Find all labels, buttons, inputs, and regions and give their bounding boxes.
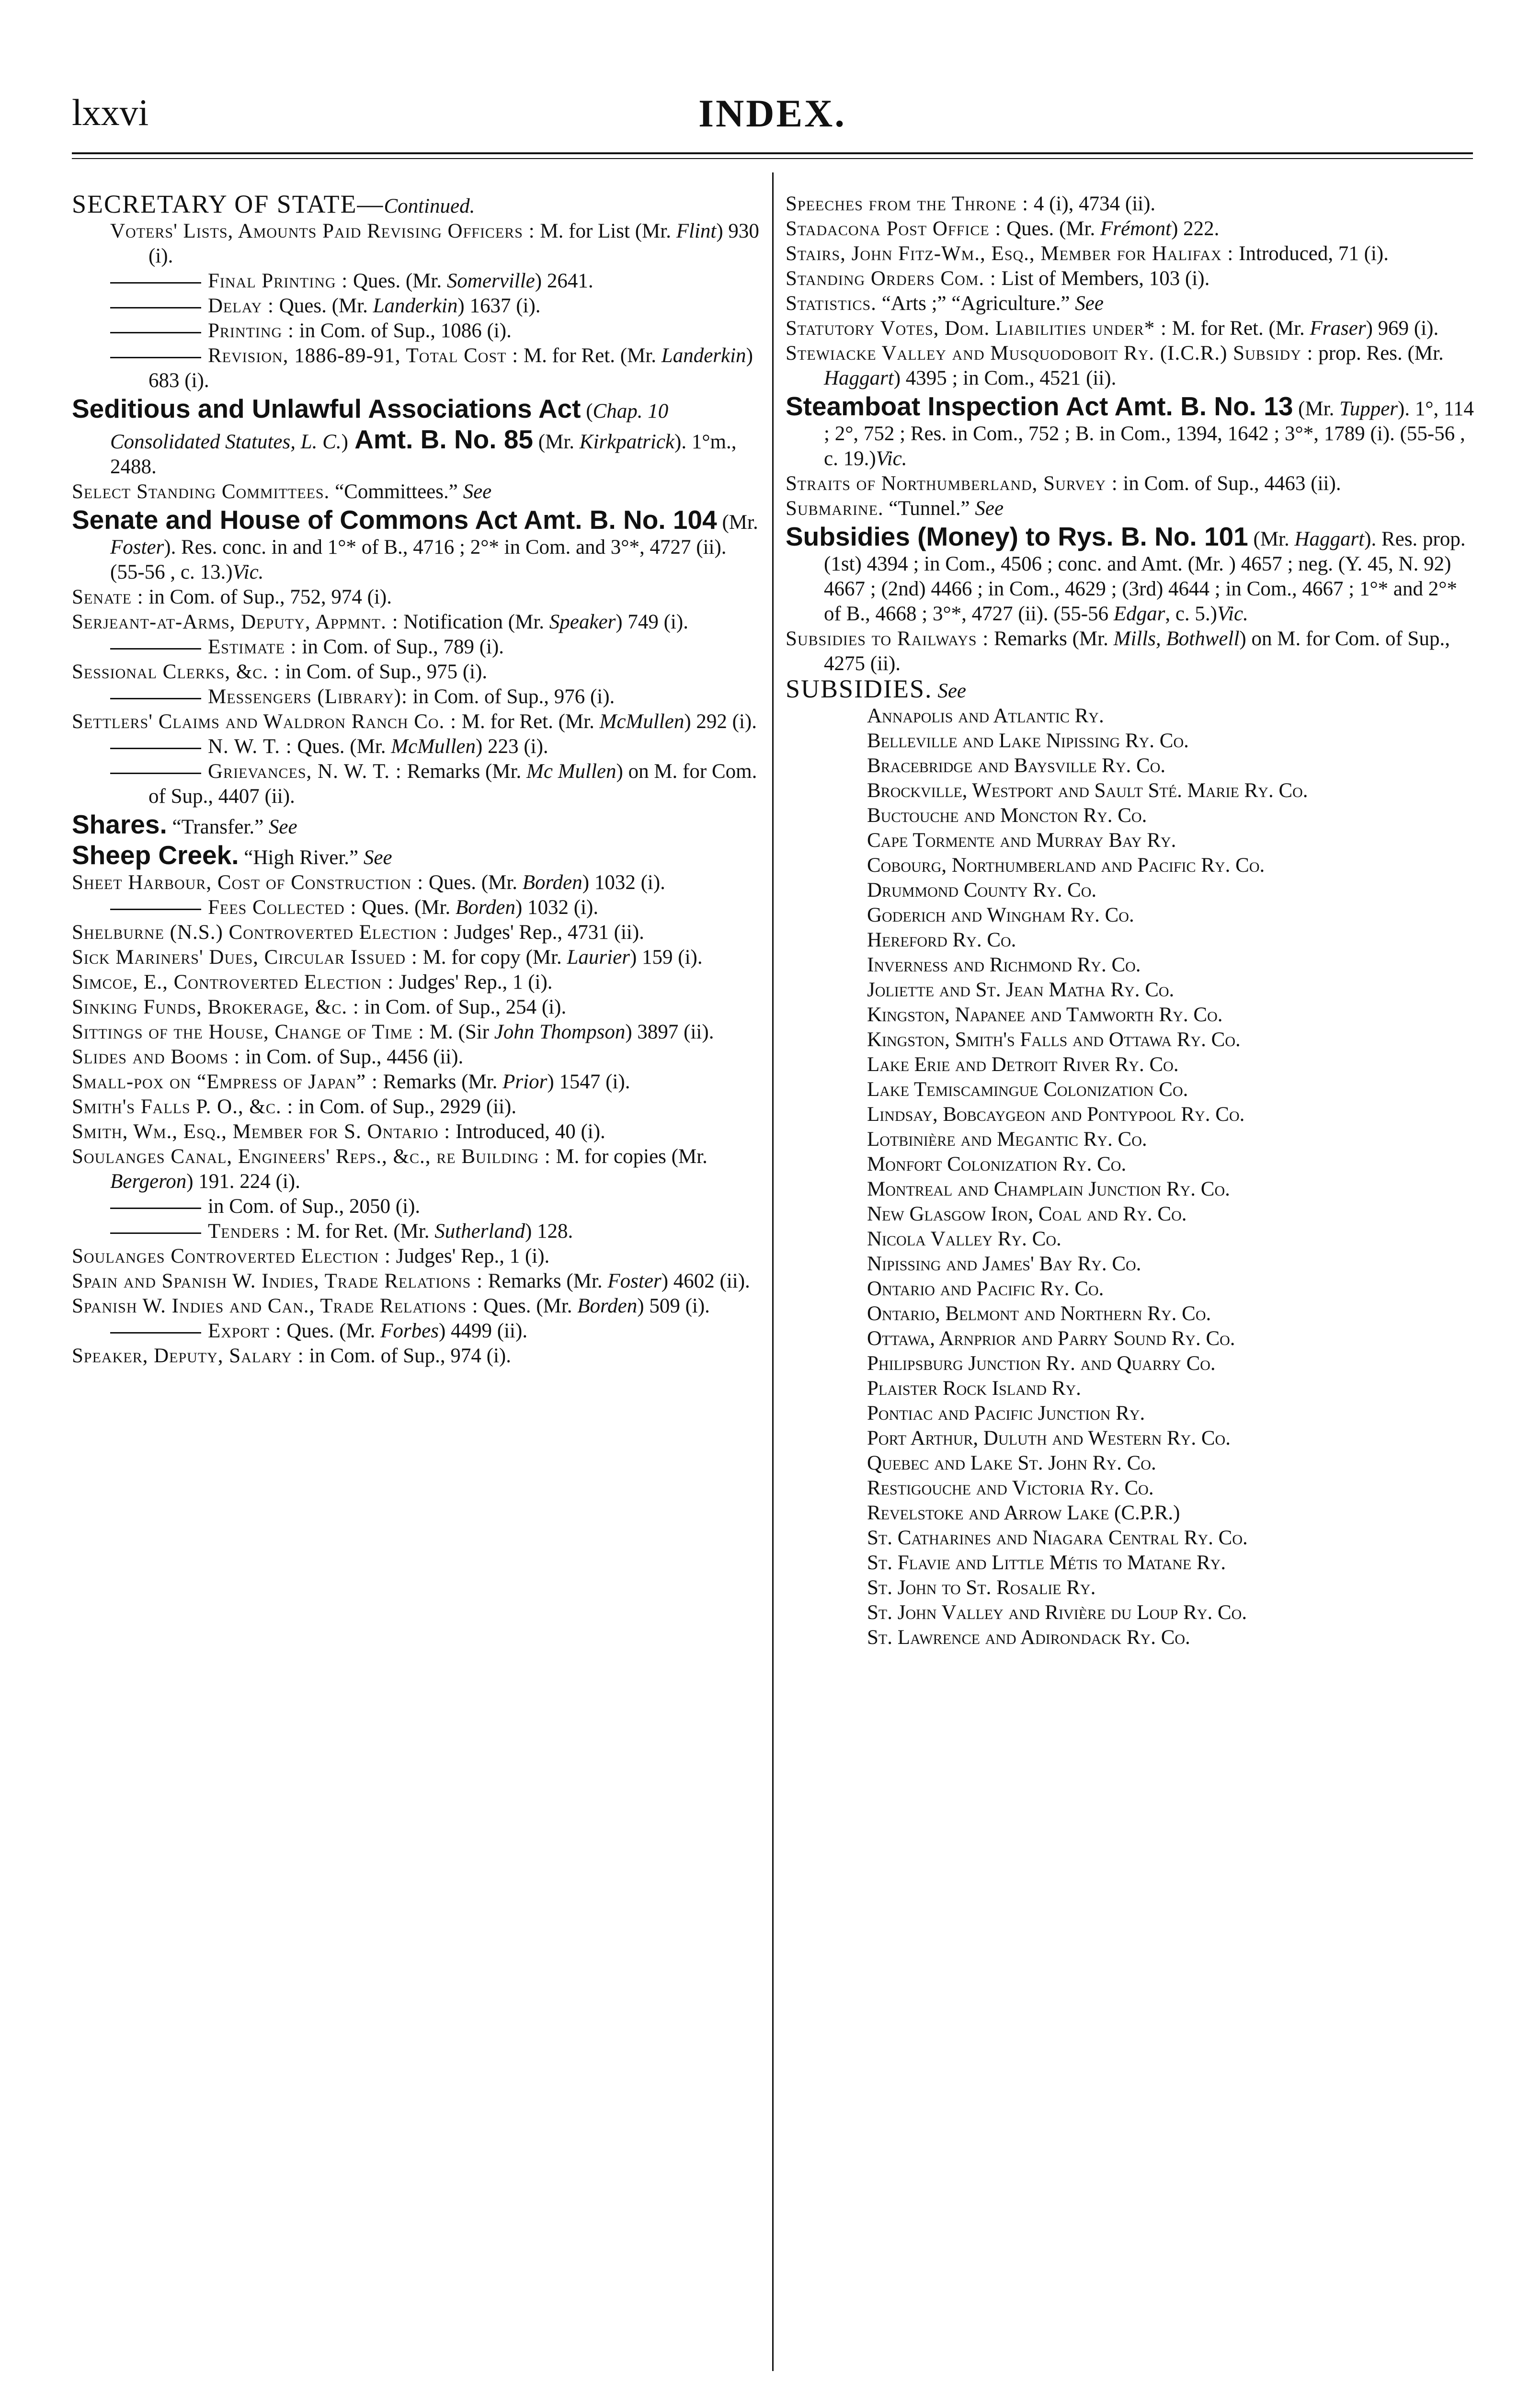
entry-t: Ques. (Mr.: [423, 871, 523, 894]
entry-t: in Com. of Sup., 2050 (i).: [208, 1195, 421, 1218]
index-entry: [72, 1070, 762, 1095]
index-entry: [72, 319, 762, 343]
entry-lead: Stairs, John Fitz-Wm., Esq., Member for Halifax :: [786, 242, 1234, 265]
entry-lead: Small-pox on “Empress of Japan” :: [72, 1071, 378, 1093]
entry-i2: Vic.: [232, 561, 264, 583]
subsidies-list: [786, 704, 1475, 1650]
subsidy-item: Plaister Rock Island Ry.: [867, 1377, 1081, 1400]
entry-t: M. for copy (Mr.: [417, 946, 567, 969]
entry-t3: ) 4657 ; neg. (Y. 45, N. 92) 4667 ; (2nd) 4466 ; in Com., 4629 ; (3rd) 4644 ; in Com., 4667 ; 1°* and 2°* of B., 4668 ; 3°*, 4727 (ii). (55-56: [824, 553, 1457, 625]
ditto-dash: [110, 648, 201, 650]
entry-t: SECRETARY OF STATE—: [72, 190, 384, 218]
entry-i: See: [358, 846, 392, 869]
entry-t2: ) on M. for Com. of Sup., 4407 (ii).: [148, 760, 757, 808]
entry-t: “Transfer.”: [167, 816, 264, 838]
entry-t2: ) 292 (i).: [684, 710, 757, 733]
entry-t: Ques. (Mr.: [348, 270, 447, 292]
entry-t2: ) 3897 (ii).: [625, 1021, 714, 1043]
entry-i: Landerkin: [373, 295, 458, 317]
entry-t4: , c. 5.): [1165, 603, 1217, 625]
index-entry: [786, 341, 1475, 391]
entry-i: Foster: [110, 536, 164, 559]
index-entry: [786, 471, 1475, 496]
entry-h: Shares.: [72, 810, 167, 839]
entry-i: See: [932, 680, 966, 702]
entry-t2: ) on M. for Com. of Sup., 4275 (ii).: [824, 627, 1450, 675]
subsidy-item: St. Flavie and Little Métis to Matane Ry.: [867, 1551, 1226, 1574]
entry-i: John Thompson: [494, 1021, 626, 1043]
subsidy-item: Cobourg, Northumberland and Pacific Ry. Co.: [867, 854, 1265, 877]
page-number: lxxvi: [72, 91, 149, 133]
subsidy-item: Hereford Ry. Co.: [867, 929, 1016, 951]
ditto-dash: [110, 909, 201, 910]
entry-t3: , c. 13.): [170, 561, 233, 583]
subsidy-item: Lake Temiscamingue Colonization Co.: [867, 1078, 1188, 1101]
entry-i: Laurier: [567, 946, 630, 969]
entry-i: Frémont: [1100, 217, 1172, 240]
index-entry: [72, 1219, 762, 1244]
entry-i: Prior: [502, 1071, 548, 1093]
index-entry: [786, 316, 1475, 341]
entry-t: Remarks (Mr.: [989, 627, 1114, 650]
entry-lead: Straits of Northumberland, Survey :: [786, 472, 1118, 495]
entry-t: in Com. of Sup., 976 (i).: [407, 685, 615, 708]
index-entry: [786, 192, 1475, 217]
index-entry: [72, 734, 762, 759]
entry-t2: ) 1032 (i).: [515, 896, 599, 919]
index-entry: [72, 393, 762, 479]
entry-t2: ) 509 (i).: [637, 1295, 710, 1317]
index-entry: [786, 521, 1475, 627]
entry-t2: ) 128.: [525, 1220, 573, 1243]
entry-t2: ) 1032 (i).: [582, 871, 665, 894]
entry-lead: Fees Collected :: [208, 896, 357, 919]
index-entry: [72, 709, 762, 734]
entry-lead: Printing :: [208, 319, 294, 342]
index-entry: [72, 995, 762, 1020]
index-entry: [72, 1194, 762, 1219]
entry-t2: ): [341, 431, 348, 453]
ditto-dash: [110, 773, 201, 774]
subsidy-item: Belleville and Lake Nipissing Ry. Co.: [867, 730, 1189, 752]
right-column: [786, 192, 1475, 1650]
index-entry: [72, 269, 762, 294]
entry-lead: Soulanges Controverted Election :: [72, 1245, 391, 1267]
entry-t: Remarks (Mr.: [483, 1270, 608, 1292]
entry-h: Sheep Creek.: [72, 840, 239, 870]
entry-t3: (Mr.: [533, 431, 580, 453]
ditto-dash: [110, 1232, 201, 1234]
entry-lead: Sick Mariners' Dues, Circular Issued :: [72, 946, 418, 969]
header-rule: [72, 152, 1473, 154]
entry-t: M. for copies (Mr.: [550, 1145, 707, 1168]
entry-i: Sutherland: [434, 1220, 525, 1243]
subsidy-item: Monfort Colonization Ry. Co.: [867, 1153, 1127, 1175]
entry-lead: N. W. T. :: [208, 735, 292, 758]
entry-t: in Com. of Sup., 789 (i).: [297, 636, 504, 658]
entry-t2: ) 2641.: [535, 270, 593, 292]
index-entry: [786, 496, 1475, 521]
entry-lead: Spain and Spanish W. Indies, Trade Relations :: [72, 1270, 483, 1292]
subsidy-item: Inverness and Richmond Ry. Co.: [867, 954, 1141, 976]
entry-lead: Shelburne (N.S.) Controverted Election :: [72, 921, 449, 944]
entry-lead: Statistics.: [786, 292, 877, 315]
column-divider: [772, 172, 774, 2371]
entry-lead: Speaker, Deputy, Salary :: [72, 1345, 304, 1367]
entry-t: (Mr.: [1248, 528, 1295, 550]
index-entry: [72, 1244, 762, 1269]
index-entry: [72, 684, 762, 709]
entry-t: M. for Ret. (Mr.: [291, 1220, 435, 1243]
entry-t2: ) 159 (i).: [629, 946, 703, 969]
entry-i2: Edgar: [1113, 603, 1165, 625]
index-entry: [786, 391, 1475, 471]
subsidy-item: Ontario and Pacific Ry. Co.: [867, 1277, 1104, 1300]
page-header: [72, 91, 1473, 144]
entry-lead: Submarine.: [786, 497, 884, 520]
entry-lead: Settlers' Claims and Waldron Ranch Co. :: [72, 710, 457, 733]
ditto-dash: [110, 698, 201, 699]
entry-t: (Mr.: [717, 511, 758, 534]
entry-t: Remarks (Mr.: [377, 1071, 503, 1093]
entry-i: See: [1070, 292, 1104, 315]
entry-lead: Sittings of the House, Change of Time :: [72, 1021, 425, 1043]
entry-t: Judges' Rep., 1 (i).: [390, 1245, 550, 1267]
entry-i: Mc Mullen: [526, 760, 616, 783]
entry-i: Speaker: [549, 611, 616, 633]
entry-lead: Serjeant-at-Arms, Deputy, Appmnt. :: [72, 611, 399, 633]
entry-lead: Smith, Wm., Esq., Member for S. Ontario :: [72, 1120, 451, 1143]
entry-i: Flint: [676, 220, 717, 242]
index-entry: [72, 970, 762, 995]
subsidy-item: Ottawa, Arnprior and Parry Sound Ry. Co.: [867, 1327, 1235, 1350]
entry-lead: Voters' Lists, Amounts Paid Revising Officers :: [110, 220, 535, 242]
entry-t2: ) 4499 (ii).: [438, 1320, 528, 1342]
entry-t: in Com. of Sup., 1086 (i).: [294, 319, 512, 342]
entry-t2: ) 4602 (ii).: [661, 1270, 750, 1292]
entry-i: Bergeron: [110, 1170, 187, 1193]
subsidy-item: St. John Valley and Rivière du Loup Ry. Co.: [867, 1601, 1247, 1624]
index-entry: [72, 585, 762, 610]
entry-t: Judges' Rep., 1 (i).: [394, 971, 553, 993]
index-entry: [72, 343, 762, 393]
subsidy-item: Joliette and St. Jean Matha Ry. Co.: [867, 979, 1175, 1001]
entry-i: McMullen: [391, 735, 476, 758]
entry-t: M. for List (Mr.: [535, 220, 676, 242]
entry-t: Ques. (Mr.: [1001, 217, 1100, 240]
entry-lead: Sinking Funds, Brokerage, &c. :: [72, 996, 359, 1018]
index-entry: [72, 1045, 762, 1070]
header-rule-thin: [72, 158, 1473, 159]
subsidy-item: Port Arthur, Duluth and Western Ry. Co.: [867, 1427, 1231, 1449]
subsidy-item: New Glasgow Iron, Coal and Ry. Co.: [867, 1203, 1187, 1225]
entry-i: Mills, Bothwell: [1113, 627, 1240, 650]
entry-lead: Sheet Harbour, Cost of Construction :: [72, 871, 424, 894]
subsidy-item: Philipsburg Junction Ry. and Quarry Co.: [867, 1352, 1216, 1375]
entry-lead: Smith's Falls P. O., &c. :: [72, 1095, 294, 1118]
entry-t: “Committees.”: [330, 480, 458, 503]
entry-lead: Standing Orders Com. :: [786, 267, 996, 290]
entry-i: Landerkin: [661, 344, 746, 367]
entry-i: McMullen: [599, 710, 684, 733]
index-entry: [72, 1294, 762, 1319]
entry-t: Ques. (Mr.: [478, 1295, 578, 1317]
entry-t: in Com. of Sup., 974 (i).: [304, 1345, 511, 1367]
entry-lead: Revision, 1886-89-91, Total Cost :: [208, 344, 519, 367]
subsidy-item: Kingston, Napanee and Tamworth Ry. Co.: [867, 1004, 1223, 1026]
entry-t: Introduced, 71 (i).: [1233, 242, 1389, 265]
entry-t2: ) 223 (i).: [476, 735, 548, 758]
subsidy-item: Kingston, Smith's Falls and Ottawa Ry. Co.: [867, 1028, 1241, 1051]
entry-t: SUBSIDIES.: [786, 674, 933, 703]
entry-t2: ) 4395 ; in Com., 4521 (ii).: [893, 367, 1117, 389]
entry-t: in Com. of Sup., 975 (i).: [280, 661, 488, 683]
entry-lead: Estimate :: [208, 636, 297, 658]
entry-t: in Com. of Sup., 4463 (ii).: [1118, 472, 1341, 495]
subsidy-item: Montreal and Champlain Junction Ry. Co.: [867, 1178, 1230, 1200]
right-entries: [786, 192, 1475, 704]
index-entry: [72, 219, 762, 269]
entry-t: M. for Ret. (Mr.: [518, 344, 662, 367]
subsidy-item: Lindsay, Bobcaygeon and Pontypool Ry. Co.: [867, 1103, 1245, 1126]
subsidy-item: St. Catharines and Niagara Central Ry. Co.: [867, 1527, 1248, 1549]
entry-h2: Amt. B. No. 85: [348, 424, 534, 454]
entry-t: Ques. (Mr.: [292, 735, 391, 758]
entry-t2: ) 1637 (i).: [457, 295, 541, 317]
entry-i: Continued.: [384, 195, 475, 217]
ditto-dash: [110, 1208, 201, 1209]
entry-lead: Statutory Votes, Dom. Liabilities under* :: [786, 317, 1167, 340]
entry-t: M. (Sir: [424, 1021, 494, 1043]
entry-lead: Simcoe, E., Controverted Election :: [72, 971, 394, 993]
subsidy-item: Cape Tormente and Murray Bay Ry.: [867, 829, 1176, 852]
subsidy-item: Lake Erie and Detroit River Ry. Co.: [867, 1053, 1179, 1076]
index-entry: [786, 241, 1475, 266]
entry-t: Notification (Mr.: [398, 611, 549, 633]
entry-t: Remarks (Mr.: [401, 760, 527, 783]
entry-t: prop. Res. (Mr.: [1313, 342, 1444, 365]
entry-lead: Delay :: [208, 295, 274, 317]
subsidy-item: Revelstoke and Arrow Lake (C.P.R.): [867, 1502, 1180, 1524]
index-entry: [72, 809, 762, 840]
index-entry: [72, 479, 762, 504]
subsidy-item: Pontiac and Pacific Junction Ry.: [867, 1402, 1145, 1425]
page-title: INDEX.: [698, 91, 846, 135]
index-entry: [72, 192, 762, 219]
entry-t: Introduced, 40 (i).: [450, 1120, 605, 1143]
index-entry: [786, 266, 1475, 291]
index-entry: [72, 945, 762, 970]
entry-lead: Senate :: [72, 586, 144, 608]
index-entry: [72, 920, 762, 945]
ditto-dash: [110, 357, 201, 358]
entry-t: M. for Ret. (Mr.: [1166, 317, 1310, 340]
entry-t: List of Members, 103 (i).: [996, 267, 1210, 290]
subsidy-item: St. Lawrence and Adirondack Ry. Co.: [867, 1626, 1190, 1649]
index-entry: [72, 504, 762, 585]
entry-lead: Stewiacke Valley and Musquodoboit Ry. (I.C.R.) Subsidy :: [786, 342, 1313, 365]
entry-h: Seditious and Unlawful Associations Act: [72, 394, 581, 423]
subsidy-item: St. John to St. Rosalie Ry.: [867, 1576, 1096, 1599]
subsidy-item: Lotbinière and Megantic Ry. Co.: [867, 1128, 1147, 1151]
entry-i2: Vic.: [876, 447, 907, 470]
left-column: [72, 192, 762, 1369]
subsidy-item: Quebec and Lake St. John Ry. Co.: [867, 1452, 1156, 1474]
entry-t2: ) 683 (i).: [148, 344, 753, 392]
entry-lead: Grievances, N. W. T. :: [208, 760, 402, 783]
entry-t: in Com. of Sup., 254 (i).: [359, 996, 567, 1018]
entry-lead: Final Printing :: [208, 270, 348, 292]
index-entry: [72, 660, 762, 684]
entry-i: Chap. 10 Consolidated Statutes, L. C.: [110, 400, 669, 453]
entry-t2: ) 1547 (i).: [547, 1071, 630, 1093]
entry-t: “High River.”: [239, 846, 359, 869]
index-entry: [786, 627, 1475, 676]
ditto-dash: [110, 1332, 201, 1334]
subsidy-item: Restigouche and Victoria Ry. Co.: [867, 1477, 1154, 1499]
entry-i: Borden: [455, 896, 515, 919]
index-entry: [786, 676, 1475, 704]
index-entry: [786, 291, 1475, 316]
entry-t: Judges' Rep., 4731 (ii).: [449, 921, 644, 944]
entry-i: Fraser: [1310, 317, 1366, 340]
entry-lead: Spanish W. Indies and Can., Trade Relations :: [72, 1295, 479, 1317]
index-entry: [72, 1144, 762, 1194]
entry-t: (Mr.: [1293, 398, 1340, 420]
entry-lead: Subsidies to Railways :: [786, 627, 989, 650]
entry-lead: Stadacona Post Office :: [786, 217, 1002, 240]
entry-t2: ) 222.: [1171, 217, 1220, 240]
entry-i: See: [457, 480, 492, 503]
index-entry: [72, 759, 762, 809]
entry-h: Steamboat Inspection Act Amt. B. No. 13: [786, 391, 1293, 421]
index-entry: [72, 840, 762, 870]
entry-t4: ). 1°m., 2488.: [110, 431, 737, 478]
entry-t: Ques. (Mr.: [281, 1320, 381, 1342]
entry-i: Haggart: [824, 367, 894, 389]
index-entry: [72, 1095, 762, 1119]
entry-t: “Arts ;” “Agriculture.”: [876, 292, 1070, 315]
index-entry: [72, 610, 762, 635]
entry-i: See: [263, 816, 297, 838]
entry-t: in Com. of Sup., 752, 974 (i).: [143, 586, 392, 608]
index-entry: [72, 635, 762, 660]
entry-i: Somerville: [446, 270, 535, 292]
entry-lead: Speeches from the Throne :: [786, 193, 1029, 215]
entry-t2: ) 749 (i).: [616, 611, 688, 633]
ditto-dash: [110, 307, 201, 308]
entry-t2: ) 191. 224 (i).: [186, 1170, 300, 1193]
subsidy-item: Annapolis and Atlantic Ry.: [867, 705, 1104, 727]
entry-i: Tupper: [1339, 398, 1398, 420]
subsidy-item: Brockville, Westport and Sault Sté. Marie Ry. Co.: [867, 779, 1308, 802]
entry-t: in Com. of Sup., 4456 (ii).: [240, 1046, 464, 1068]
entry-lead: Select Standing Committees.: [72, 480, 330, 503]
entry-t2: ). Res. prop. (1st) 4394 ; in Com., 4506 ; conc. and Amt. (Mr.: [824, 528, 1466, 575]
index-entry: [72, 895, 762, 920]
index-entry: [72, 870, 762, 895]
index-entry: [72, 294, 762, 319]
entry-i: Borden: [577, 1295, 638, 1317]
entry-lead: Tenders :: [208, 1220, 292, 1243]
entry-lead: Soulanges Canal, Engineers' Reps., &c., re Building :: [72, 1145, 551, 1168]
subsidy-item: Bracebridge and Baysville Ry. Co.: [867, 754, 1166, 777]
entry-t2: ). Res. conc. in and 1°* of B., 4716 ; 2°* in Com. and 3°*, 4727 (ii). (55-56: [110, 536, 727, 583]
subsidy-item: Nicola Valley Ry. Co.: [867, 1228, 1061, 1250]
entry-t: Ques. (Mr.: [274, 295, 373, 317]
entry-t2: ) 930 (i).: [148, 220, 759, 267]
index-entry: [72, 1020, 762, 1045]
entry-i2: Kirkpatrick: [579, 431, 675, 453]
subsidy-item: Nipissing and James' Bay Ry. Co.: [867, 1253, 1141, 1275]
entry-i: See: [970, 497, 1004, 520]
entry-t: in Com. of Sup., 2929 (ii).: [293, 1095, 517, 1118]
entry-t: “Tunnel.”: [883, 497, 970, 520]
entry-i3: Vic.: [1217, 603, 1248, 625]
ditto-dash: [110, 332, 201, 333]
entry-lead: Export :: [208, 1320, 282, 1342]
subsidy-item: Ontario, Belmont and Northern Ry. Co.: [867, 1302, 1211, 1325]
index-entry: [72, 1319, 762, 1344]
entry-t: (: [581, 400, 593, 422]
subsidy-item: Buctouche and Moncton Ry. Co.: [867, 804, 1147, 827]
entry-t2: ). 1°, 114 ; 2°, 752 ; Res. in Com., 752 ; B. in Com., 1394, 1642 ; 3°*, 1789 (i). (55-56: [824, 398, 1474, 445]
ditto-dash: [110, 282, 201, 284]
entry-h: Senate and House of Commons Act Amt. B. No. 104: [72, 505, 717, 535]
subsidy-item: Drummond County Ry. Co.: [867, 879, 1097, 901]
entry-i: Borden: [522, 871, 582, 894]
entry-h: Subsidies (Money) to Rys. B. No. 101: [786, 522, 1248, 551]
entry-i: Foster: [607, 1270, 662, 1292]
entry-lead: Messengers (Library):: [208, 685, 408, 708]
entry-lead: Slides and Booms :: [72, 1046, 240, 1068]
index-entry: [72, 1344, 762, 1369]
entry-lead: Sessional Clerks, &c. :: [72, 661, 280, 683]
entry-i: Forbes: [380, 1320, 439, 1342]
entry-t: M. for Ret. (Mr.: [456, 710, 600, 733]
index-entry: [72, 1269, 762, 1294]
subsidy-item: Goderich and Wingham Ry. Co.: [867, 904, 1134, 926]
index-entry: [72, 1119, 762, 1144]
entry-i: Haggart: [1294, 528, 1365, 550]
index-entry: [786, 217, 1475, 241]
entry-t2: ) 969 (i).: [1366, 317, 1439, 340]
entry-t: 4 (i), 4734 (ii).: [1028, 193, 1156, 215]
entry-t3: , c. 19.): [824, 422, 1465, 470]
ditto-dash: [110, 748, 201, 749]
entry-t: Ques. (Mr.: [356, 896, 456, 919]
